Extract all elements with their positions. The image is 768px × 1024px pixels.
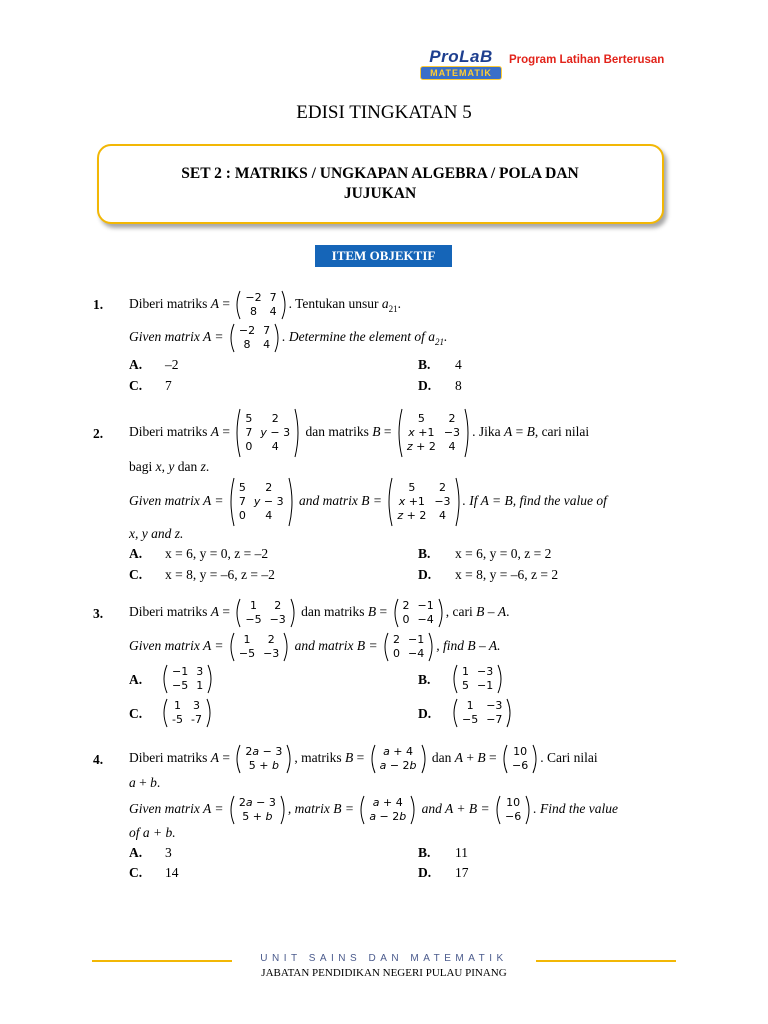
option-matrix: −1 3 −5 1: [160, 664, 215, 694]
item-objektif-badge: ITEM OBJEKTIF: [315, 245, 452, 267]
option-letter: C.: [129, 865, 143, 880]
set-title-line1: SET 2 : MATRIKS / UNGKAPAN ALGEBRA / POLA DAN: [181, 165, 579, 182]
option-matrix: 1 −3 −5 −7: [450, 698, 514, 728]
option-letter: C.: [129, 706, 143, 721]
question-text-malay: Diberi matriks A = 1 2 −5 −3 dan matriks B = 2 −1 0 −4, cari B – A.: [129, 599, 510, 626]
option-letter: C.: [129, 378, 143, 393]
option-letter: A.: [129, 546, 143, 561]
option-text: 11: [455, 845, 468, 860]
footer-department: JABATAN PENDIDIKAN NEGERI PULAU PINANG: [261, 967, 507, 979]
option-letter: A.: [129, 357, 143, 372]
option-text: –2: [165, 357, 179, 372]
option-letter: B.: [418, 357, 431, 372]
option-letter: D.: [418, 567, 432, 582]
question-text-english: Given matrix A = 1 2 −5 −3 and matrix B = 2 −1 0 −4, find B – A.: [129, 633, 501, 660]
option-letter: A.: [129, 672, 143, 687]
question-text-english-cont: of a + b.: [129, 825, 176, 840]
question-text-english-cont: x, y and z.: [129, 526, 184, 541]
question-number: 4.: [93, 752, 104, 767]
option-text: 4: [455, 357, 462, 372]
option-text: x = 8, y = –6, z = 2: [455, 567, 559, 582]
question-text-malay-cont: bagi x, y dan z.: [129, 459, 210, 474]
option-text: x = 8, y = –6, z = –2: [165, 567, 275, 582]
option-text: 14: [165, 865, 179, 880]
option-letter: D.: [418, 378, 432, 393]
option-letter: B.: [418, 546, 431, 561]
program-label: Program Latihan Berterusan: [509, 54, 665, 66]
question-number: 2.: [93, 426, 104, 441]
option-letter: D.: [418, 865, 432, 880]
option-letter: A.: [129, 845, 143, 860]
option-text: x = 6, y = 0, z = –2: [165, 546, 269, 561]
question-text-malay: Diberi matriks A = 5 2 7 y − 3 0 4 dan matriks B = 5 2 x +1 −3 z + 2 4. Jika A = B, cari nilai: [129, 408, 589, 458]
option-text: 17: [455, 865, 469, 880]
question-number: 1.: [93, 297, 104, 312]
option-text: 3: [165, 845, 172, 860]
question-text-english: Given matrix A = 5 2 7 y − 3 0 4 and matrix B = 5 2 x +1 −3 z + 2 4. If A = B, find the value of: [129, 477, 607, 527]
option-matrix: 1 3 -5 -7: [160, 698, 214, 728]
question-number: 3.: [93, 606, 104, 621]
option-matrix: 1 −3 5 −1: [450, 664, 505, 694]
option-letter: D.: [418, 706, 432, 721]
set-title: [126, 164, 634, 204]
page-title: EDISI TINGKATAN 5: [296, 102, 472, 123]
footer-unit: UNIT SAINS DAN MATEMATIK: [260, 953, 508, 964]
logo-subtitle: MATEMATIK: [420, 66, 502, 80]
question-text-malay: Diberi matriks A = 2a − 3 5 + b, matriks B = a + 4 a − 2b dan A + B = 10 −6. Cari nilai: [129, 745, 598, 772]
prolab-logo: [420, 48, 502, 88]
question-text-malay: Diberi matriks A = −2 7 8 4. Tentukan unsur $a_{21}$.: [129, 291, 401, 318]
question-text-malay-cont: a + b.: [129, 775, 161, 790]
option-text: x = 6, y = 0, z = 2: [455, 546, 552, 561]
question-text-english: Given matrix A = −2 7 8 4. Determine the element of $a_{21}$.: [129, 324, 448, 351]
option-text: 8: [455, 378, 462, 393]
question-text-english: Given matrix A = 2a − 3 5 + b, matrix B = a + 4 a − 2b and A + B = 10 −6. Find the value: [129, 796, 618, 823]
option-letter: B.: [418, 845, 431, 860]
option-letter: B.: [418, 672, 431, 687]
option-text: 7: [165, 378, 172, 393]
set-title-line2: JUJUKAN: [343, 185, 417, 202]
logo-title: ProLaB: [429, 47, 493, 66]
option-letter: C.: [129, 567, 143, 582]
